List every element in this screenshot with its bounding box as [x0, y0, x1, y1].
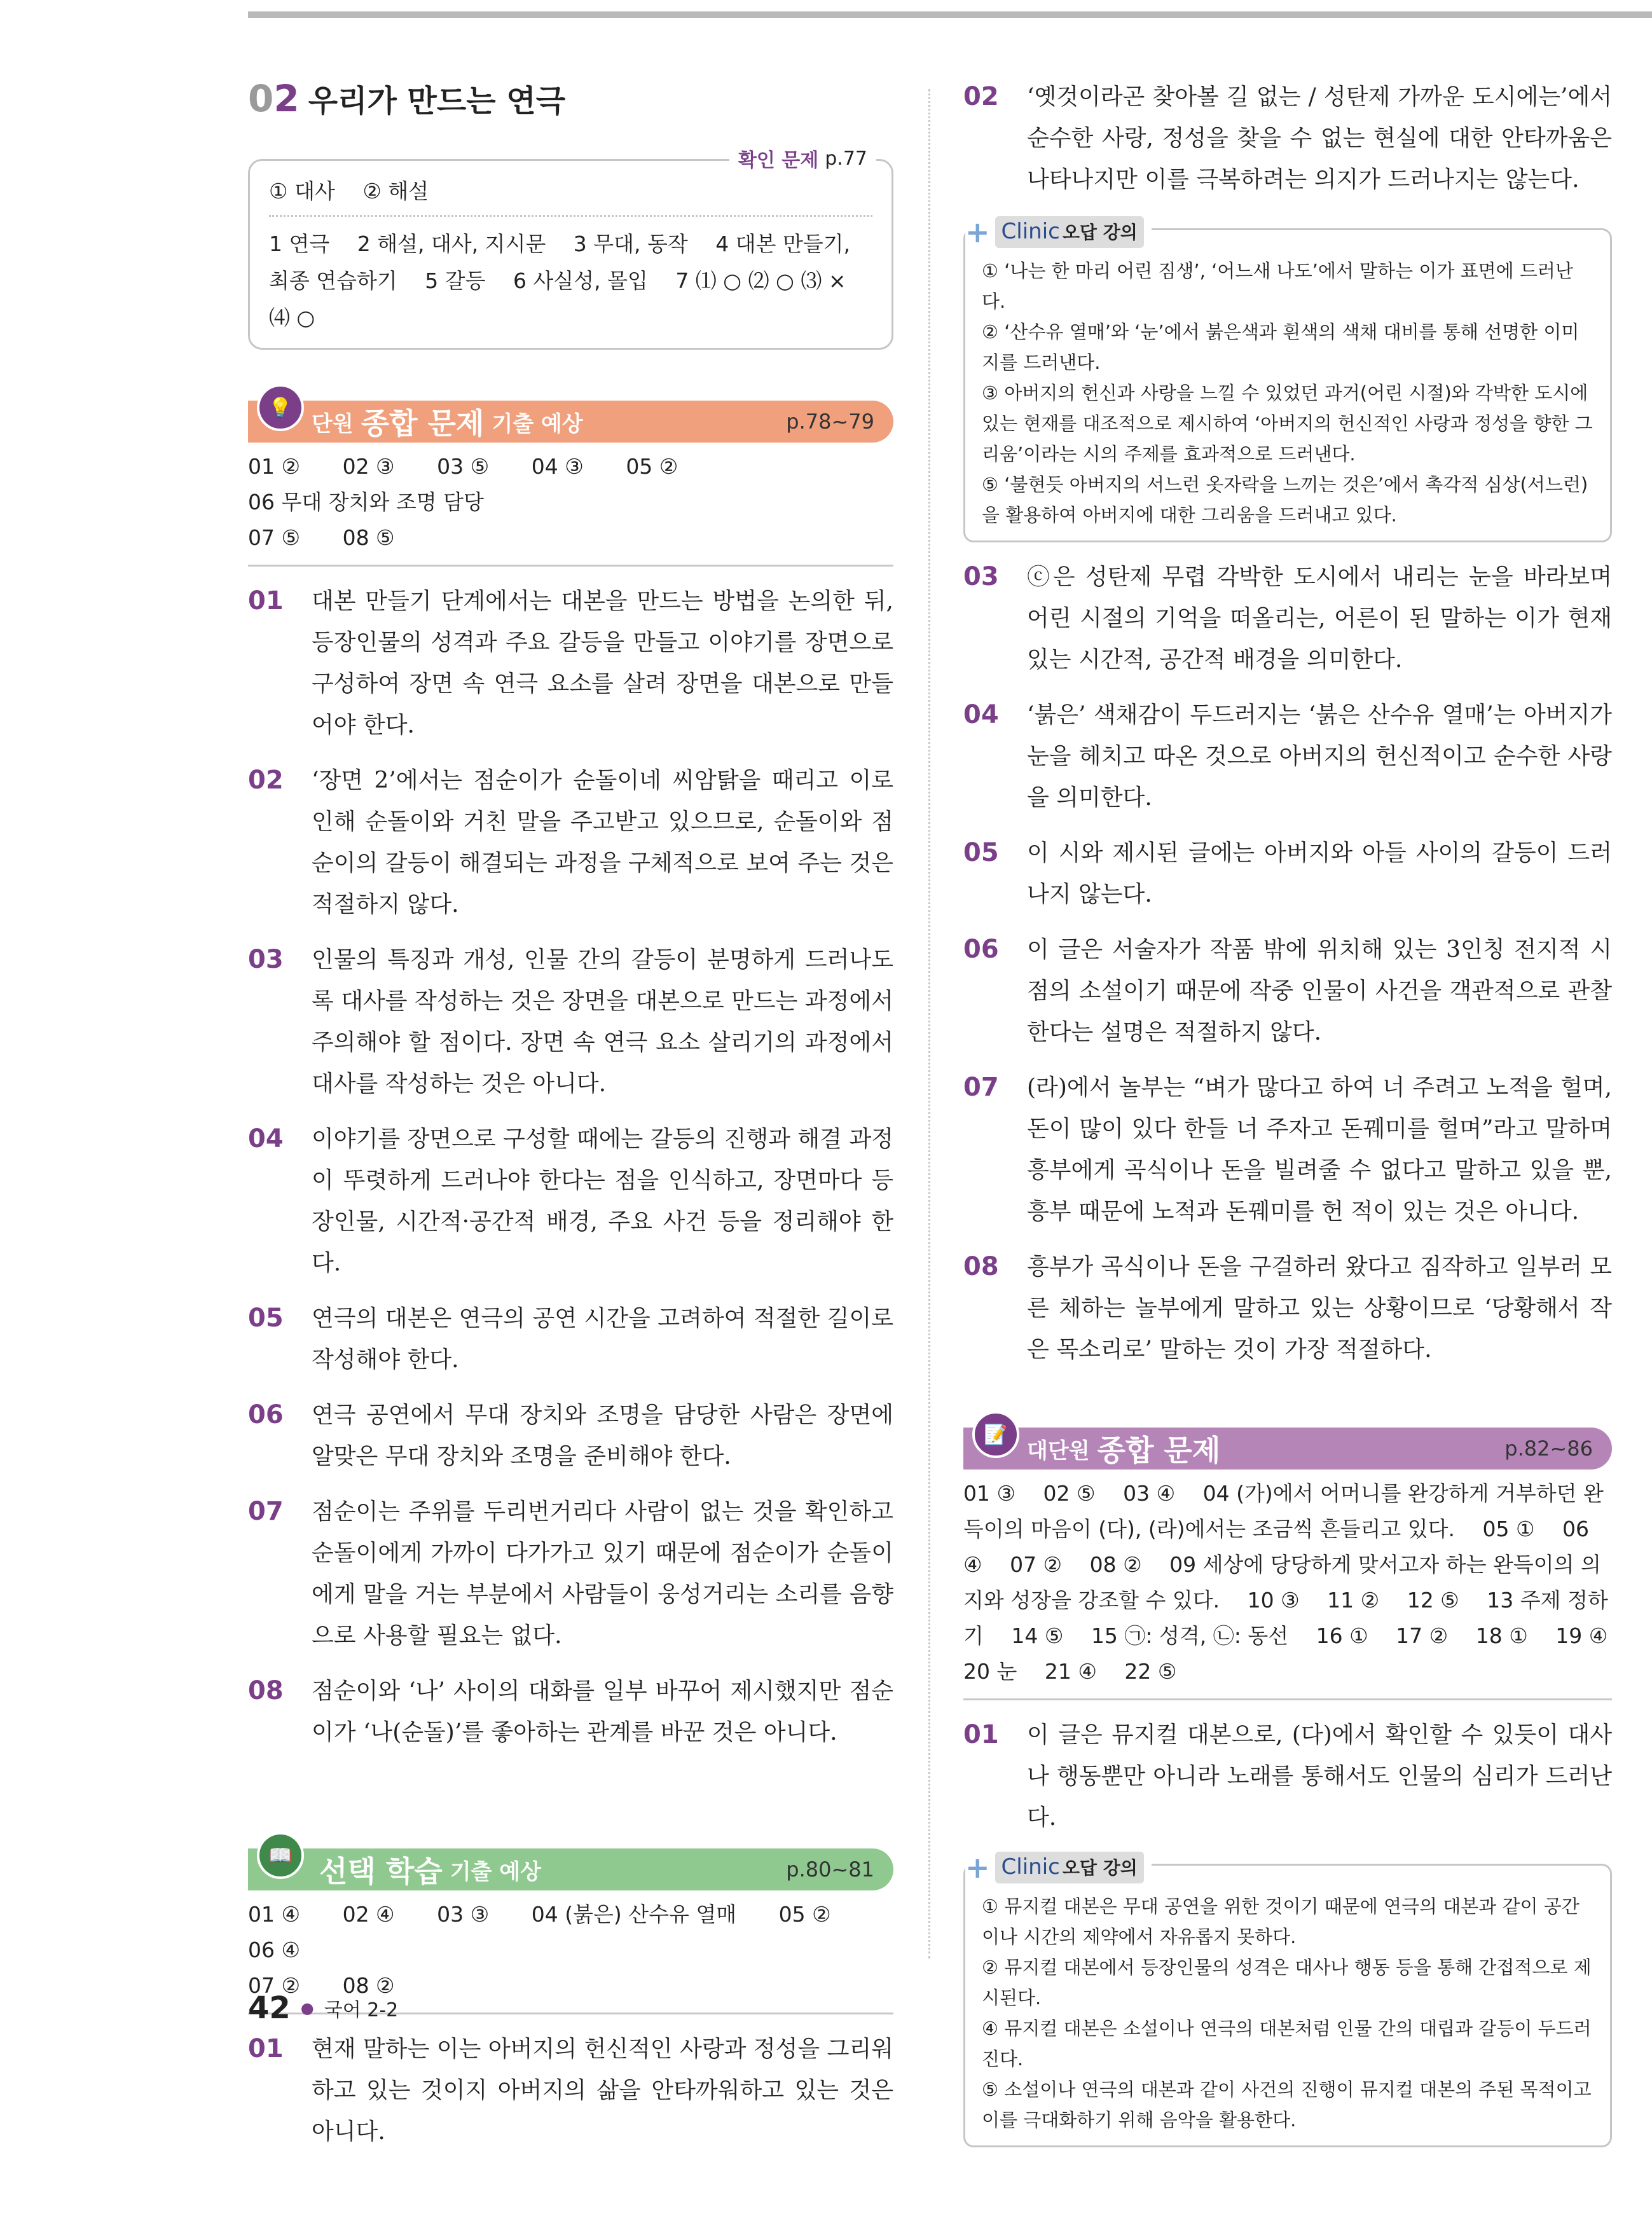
clinic-sub: 오답 강의	[1062, 1857, 1138, 1878]
big-unit-big: 종합 문제	[1097, 1433, 1221, 1468]
clinic-box	[963, 215, 1612, 542]
clinic-line: ⑤ ‘불현듯 아버지의 서느런 옷자락을 느끼는 것은’에서 촉각적 심상(서느런)을 활용하여 아버지에 대한 그리움을 드러내고 있다.	[982, 474, 1588, 526]
plus-icon: +	[965, 1850, 990, 1885]
answer-item: 06 무대 장치와 조명 담당	[248, 490, 484, 514]
section-title-text: 우리가 만드는 연극	[308, 83, 566, 119]
answer-item: 08 ②	[342, 1973, 395, 1998]
explanation-item: 06 이 글은 서술자가 작품 밖에 위치해 있는 3인칭 전지적 시점의 소설이기 때문에 작중 인물이 사건을 객관적으로 관찰한다는 설명은 적절하지 않다.	[963, 935, 1612, 1045]
answer-item: 03 ⑤	[437, 454, 490, 479]
explanation-item: 01 대본 만들기 단계에서는 대본을 만드는 방법을 논의한 뒤, 등장인물의 성격과 주요 갈등을 만들고 이야기를 장면으로 구성하여 장면 속 연극 요소를 살려 장면을 대본으로 만들어야 한다.	[248, 586, 893, 738]
select-study-banner	[248, 1844, 893, 1890]
answer-item: 04 (붉은) 산수유 열매	[531, 1902, 737, 1927]
clinic-line: ④ 뮤지컬 대본은 소설이나 연극의 대본처럼 인물 간의 대립과 갈등이 두드러진다.	[982, 2018, 1592, 2070]
unit-page: p.78~79	[786, 410, 874, 434]
confirm-label: 확인 문제	[738, 149, 819, 172]
big-unit-page: p.82~86	[1504, 1436, 1593, 1461]
explanation-item: 02 ‘옛것이라곤 찾아볼 길 없는 / 성탄제 가까운 도시에는’에서 순수한 사랑, 정성을 찾을 수 없는 현실에 대한 안타까움은 나타나지만 이를 극복하려는 의지가 드러나지는 않는다.	[963, 82, 1612, 193]
big-unit-answers: 01 ③ 02 ⑤ 03 ④ 04 (가)에서 어머니를 완강하게 거부하던 완득이의 마음이 (다), (라)에서는 조금씩 흔들리고 있다. 05 ① 06 ④ 07 ② 08 ② 09 세상에 당당하게 맞서고자 하는 완득이의 의지와 성장을 강조할 수 있다. 10 ③ 11 ② 12 ⑤ 13 주제 정하기 14 ⑤ 15 ㉠: 성격, ㉡: 동선 16 ① 17 ② 18 ① 19 ④ 20 눈 21 ④ 22 ⑤	[963, 1469, 1612, 1700]
top-rule	[248, 11, 1652, 18]
select-page: p.80~81	[786, 1857, 874, 1882]
explanation-item: 02 ‘장면 2’에서는 점순이가 순돌이네 씨암탉을 때리고 이로 인해 순돌이와 거친 말을 주고받고 있으므로, 순돌이와 점순이의 갈등이 해결되는 과정을 구체적으로 보여 주는 것은 적절하지 않다.	[248, 766, 893, 918]
bullet-icon: ●	[300, 1999, 314, 2017]
clinic-tag	[965, 216, 1152, 248]
explanation-item: 04 이야기를 장면으로 구성할 때에는 갈등의 진행과 해결 과정이 뚜렷하게 드러나야 한다는 점을 인식하고, 장면마다 등장인물, 시간적·공간적 배경, 주요 사건 등을 정리해야 한다.	[248, 1124, 893, 1276]
confirm-problem-box	[248, 147, 893, 350]
section-title	[248, 76, 893, 127]
confirm-row-1: ① 대사 ② 해설	[269, 175, 872, 217]
clinic-box	[963, 1850, 1612, 2147]
clinic-line: ⑤ 소설이나 연극의 대본과 같이 사건의 진행이 뮤지컬 대본의 주된 목적이고 이를 극대화하기 위해 음악을 활용한다.	[982, 2079, 1592, 2131]
clinic-sub: 오답 강의	[1062, 222, 1138, 243]
clinic-line: ① ‘나는 한 마리 어린 짐생’, ‘어느새 나도’에서 말하는 이가 표면에 드러난다.	[982, 260, 1573, 312]
answer-item: 03 ③	[437, 1902, 490, 1927]
select-big: 선택 학습	[319, 1854, 443, 1889]
answer-item: 01 ②	[248, 454, 301, 479]
page-number: 42	[248, 1990, 291, 2026]
explanation-item: 05 이 시와 제시된 글에는 아버지와 아들 사이의 갈등이 드러나지 않는다.	[963, 838, 1612, 907]
plus-icon: +	[965, 215, 990, 249]
explanation-item: 01 현재 말하는 이는 아버지의 헌신적인 사랑과 정성을 그리워하고 있는 것이지 아버지의 삶을 안타까워하고 있는 것은 아니다.	[248, 2034, 893, 2145]
book-icon: 📖	[257, 1832, 304, 1879]
explanation-item: 03 ⓒ은 성탄제 무렵 각박한 도시에서 내리는 눈을 바라보며 어린 시절의 기억을 떠올리는, 어른이 된 말하는 이가 현재 있는 시간적, 공간적 배경을 의미한다.	[963, 562, 1612, 673]
confirm-tag	[729, 144, 876, 172]
explanation-item: 08 흥부가 곡식이나 돈을 구걸하러 왔다고 짐작하고 일부러 모른 체하는 놀부에게 말하고 있는 상황이므로 ‘당황해서 작은 목소리로’ 말하는 것이 가장 적절하다.	[963, 1252, 1612, 1363]
section-number: 02	[248, 77, 299, 120]
page-footer	[248, 1990, 398, 2026]
answer-item: 05 ②	[778, 1902, 831, 1927]
column-divider	[928, 89, 930, 1958]
unit-answers	[248, 443, 893, 567]
big-unit-banner	[963, 1423, 1612, 1469]
lightbulb-icon: 💡	[257, 384, 304, 431]
explanation-item: 07 (라)에서 놀부는 “벼가 많다고 하여 너 주려고 노적을 헐며, 돈이 많이 있다 한들 너 주자고 돈꿰미를 헐며”라고 말하며 흥부에게 곡식이나 돈을 빌려줄 수 없다고 말하고 있을 뿐, 흥부 때문에 노적과 돈꿰미를 헌 적이 있는 것은 아니다.	[963, 1073, 1612, 1225]
unit-review-banner	[248, 396, 893, 443]
clinic-label: Clinic	[1001, 219, 1060, 244]
explanation-item: 03 인물의 특징과 개성, 인물 간의 갈등이 분명하게 드러나도록 대사를 작성하는 것은 장면을 대본으로 만드는 과정에서 주의해야 할 점이다. 장면 속 연극 요소 살리기의 과정에서 대사를 작성하는 것은 아니다.	[248, 945, 893, 1097]
select-post: 기출 예상	[450, 1859, 541, 1885]
clinic-line: ② ‘산수유 열매’와 ‘눈’에서 붉은색과 흰색의 색채 대비를 통해 선명한 이미지를 드러낸다.	[982, 321, 1580, 373]
unit-big: 종합 문제	[361, 406, 485, 441]
answer-item: 01 ④	[248, 1902, 301, 1927]
explanation-item: 06 연극 공연에서 무대 장치와 조명을 담당한 사람은 장면에 알맞은 무대 장치와 조명을 준비해야 한다.	[248, 1400, 893, 1469]
unit-post: 기출 예상	[492, 411, 583, 437]
clinic-tag	[965, 1852, 1152, 1883]
explanation-item: 01 이 글은 뮤지컬 대본으로, (다)에서 확인할 수 있듯이 대사나 행동뿐만 아니라 노래를 통해서도 인물의 심리가 드러난다.	[963, 1720, 1612, 1831]
clinic-label: Clinic	[1001, 1854, 1060, 1880]
answer-item: 02 ③	[342, 454, 395, 479]
answer-item: 04 ③	[531, 454, 584, 479]
explanation-item: 08 점순이와 ‘나’ 사이의 대화를 일부 바꾸어 제시했지만 점순이가 ‘나(순돌)’를 좋아하는 관계를 바꾼 것은 아니다.	[248, 1676, 893, 1745]
left-column	[248, 76, 893, 2152]
answer-item: 02 ④	[342, 1902, 395, 1927]
answer-item: 06 ④	[248, 1937, 301, 1962]
memo-icon: 📝	[972, 1411, 1019, 1458]
answer-item: 05 ②	[626, 454, 678, 479]
confirm-page: p.77	[825, 147, 867, 170]
answer-item: 08 ⑤	[342, 525, 395, 550]
clinic-line: ② 뮤지컬 대본에서 등장인물의 성격은 대사나 행동 등을 통해 간접적으로 제시된다.	[982, 1957, 1592, 2009]
big-unit-pre: 대단원	[1027, 1438, 1090, 1464]
explanation-item: 04 ‘붉은’ 색채감이 두드러지는 ‘붉은 산수유 열매’는 아버지가 눈을 헤치고 따온 것으로 아버지의 헌신적이고 순수한 사랑을 의미한다.	[963, 700, 1612, 811]
book-title: 국어 2-2	[324, 1999, 399, 2021]
unit-pre: 단원	[312, 411, 354, 437]
explanation-item: 07 점순이는 주위를 두리번거리다 사람이 없는 것을 확인하고 순돌이에게 가까이 다가가고 있기 때문에 점순이가 순돌이에게 말을 거는 부분에서 사람들이 웅성거리는 소리를 음향으로 사용할 필요는 없다.	[248, 1497, 893, 1649]
clinic-line: ① 뮤지컬 대본은 무대 공연을 위한 것이기 때문에 연극의 대본과 같이 공간이나 시간의 제약에서 자유롭지 못하다.	[982, 1896, 1580, 1948]
answer-item: 07 ⑤	[248, 525, 301, 550]
explanation-item: 05 연극의 대본은 연극의 공연 시간을 고려하여 적절한 길이로 작성해야 한다.	[248, 1304, 893, 1373]
confirm-row-2: 1 연극 2 해설, 대사, 지시문 3 무대, 동작 4 대본 만들기, 최종 연습하기 5 갈등 6 사실성, 몰입 7 ⑴ ○ ⑵ ○ ⑶ × ⑷ ○	[269, 231, 851, 330]
clinic-line: ③ 아버지의 헌신과 사랑을 느낄 수 있었던 과거(어린 시절)와 각박한 도시에 있는 현재를 대조적으로 제시하여 ‘아버지의 헌신적인 사랑과 정성을 향한 그리움’이라는 시의 주제를 효과적으로 드러낸다.	[982, 382, 1593, 465]
right-column	[963, 70, 1635, 2155]
answer-item: 07 ②	[248, 1973, 301, 1998]
